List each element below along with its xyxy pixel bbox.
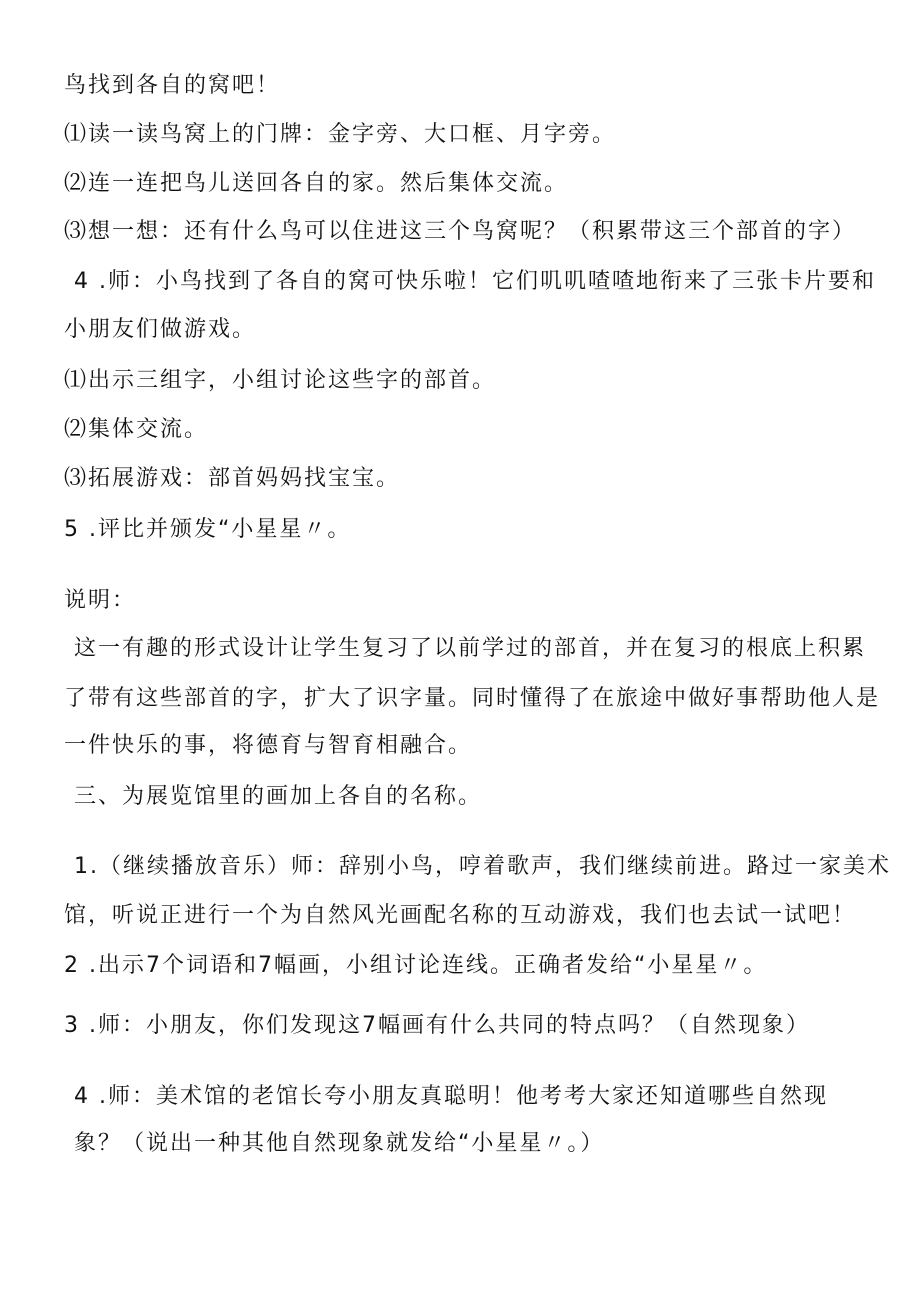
- text-line: 5 .评比并颁发“小星星〃。: [64, 517, 352, 542]
- text-line: ⑶拓展游戏：部首妈妈找宝宝。: [64, 466, 401, 491]
- text-line: 小朋友们做游戏。: [64, 317, 257, 342]
- section-heading: 三、为展览馆里的画加上各自的名称。: [74, 784, 483, 809]
- text-line: ⑵集体交流。: [64, 417, 209, 442]
- text-line: ⑴读一读鸟窝上的门牌：金字旁、大口框、月字旁。: [64, 122, 617, 147]
- text-line: 4 .师：美术馆的老馆长夸小朋友真聪明！他考考大家还知道哪些自然现: [74, 1084, 828, 1109]
- text-line: 1.（继续播放音乐）师：辞别小鸟，哼着歌声，我们继续前进。路过一家美术: [74, 854, 891, 879]
- text-line: ⑴出示三组字，小组讨论这些字的部首。: [64, 368, 497, 393]
- text-line: ⑶想一想：还有什么鸟可以住进这三个鸟窝呢？（积累带这三个部首的字）: [64, 219, 857, 244]
- text-line: 一件快乐的事，将德育与智育相融合。: [64, 733, 473, 758]
- text-line: 象？（说出一种其他自然现象就发给“小星星〃。）: [74, 1131, 605, 1156]
- text-line: 了带有这些部首的字，扩大了识字量。同时懂得了在旅途中做好事帮助他人是: [64, 686, 881, 711]
- text-line: 4 .师：小鸟找到了各自的窝可快乐啦！它们叽叽喳喳地衔来了三张卡片要和: [74, 269, 876, 294]
- section-label: 说明：: [64, 588, 137, 613]
- text-line: 鸟找到各自的窝吧！: [64, 73, 281, 98]
- text-line: ⑵连一连把鸟儿送回各自的家。然后集体交流。: [64, 171, 569, 196]
- text-line: 2 .出示7个词语和7幅画，小组讨论连线。正确者发给“小星星〃。: [64, 953, 768, 978]
- text-line: 这一有趣的形式设计让学生复习了以前学过的部首，并在复习的根底上积累: [74, 636, 867, 661]
- text-line: 馆，听说正进行一个为自然风光画配名称的互动游戏，我们也去试一试吧！: [64, 903, 857, 928]
- text-line: 3 .师：小朋友，你们发现这7幅画有什么共同的特点吗？（自然现象）: [64, 1013, 810, 1038]
